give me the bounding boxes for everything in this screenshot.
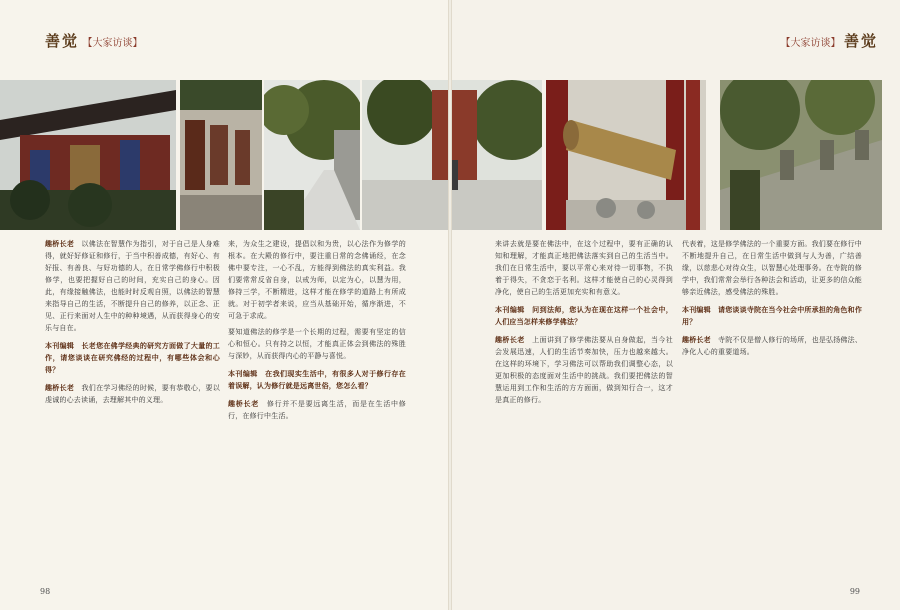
question-text: 长老您在佛学经典的研究方面做了大量的工作，请您谈谈在研究佛经的过程中，有哪些体会和心得？ xyxy=(45,341,220,374)
question-paragraph xyxy=(495,304,673,328)
answer-text: 上面讲到了修学佛法要从自身做起，当今社会发展迅速，人们的生活节奏加快，压力也越来越大。在这样的环境下，学习佛法可以帮助我们调整心态，以更加积极的态度面对生活中的挑战。我们要把佛法的智慧运用到工作和生活的方方面面，做到知行合一，这才是真正的修行。 xyxy=(495,336,673,404)
question-text: 请您谈谈寺院在当今社会中所承担的角色和作用？ xyxy=(682,305,863,326)
left-column-2 xyxy=(228,238,406,426)
answer-text: 以佛法在智慧作为指引，对于自己是人身难得，就好好修证和修行，于当中积善成德，有好心、有好报、有善良、与好功德的人，在日常学佛修行中积极修学，也要把握好自己的时间，充实自己的身心。因此，有缘接触佛法，也能时时反观自照，以佛法的智慧来指导自己的生活，不断提升自己的修养，以正念、正见、正行来面对人生中的种种境遇，从而获得身心的安乐与自在。 xyxy=(45,240,220,332)
right-column-2 xyxy=(682,238,862,362)
speaker-label: 趣桥长老 xyxy=(45,239,75,248)
question-paragraph xyxy=(682,304,862,328)
right-header xyxy=(780,30,878,51)
book-spine xyxy=(448,0,452,610)
temple-courtyard-photo xyxy=(362,80,542,230)
editor-label: 本刊编辑 xyxy=(45,341,75,350)
body-paragraph: 来，为众生之建设，提倡以和为贵，以心法作为修学的根本。在大殿的修行中，要注重日常的念佛诵经，在念佛中要专注，一心不乱，方能得到佛法的真实利益。我们要常常反省自身，以戒为师，以定为心，以慧为用，修持三学，不断精进，这样才能在修学的道路上有所成就。对于初学者来说，应当从基础开始，循序渐进，不可急于求成。 xyxy=(228,240,406,320)
speaker-label: 趣桥长老 xyxy=(45,383,75,392)
question-text: 在我们现实生活中，有很多人对于修行存在着误解，认为修行就是远离世俗，您怎么看？ xyxy=(228,369,406,390)
question-paragraph xyxy=(45,340,220,376)
editor-label: 本刊编辑 xyxy=(228,369,258,378)
editor-label: 本刊编辑 xyxy=(682,305,711,314)
answer-paragraph xyxy=(228,398,406,422)
editor-label: 本刊编辑 xyxy=(495,305,525,314)
right-column-1 xyxy=(495,238,673,410)
temple-bell-log-photo xyxy=(546,80,706,230)
speaker-label: 趣桥长老 xyxy=(682,335,711,344)
question-paragraph xyxy=(228,368,406,392)
temple-stone-rail-photo xyxy=(720,80,882,230)
answer-text: 我们在学习佛经的时候，要有恭敬心，要以虔诚的心去读诵，去理解其中的义理。 xyxy=(45,384,220,404)
answer-paragraph xyxy=(682,334,862,358)
section-label: 【大家访谈】 xyxy=(780,38,841,49)
speaker-label: 趣桥长老 xyxy=(228,399,260,408)
temple-wall-photo xyxy=(180,80,262,230)
page-number-left: 98 xyxy=(40,587,51,596)
speaker-label: 趣桥长老 xyxy=(495,335,525,344)
left-column-1 xyxy=(45,238,220,410)
right-page xyxy=(450,0,900,610)
question-text: 问到法师，您认为在现在这样一个社会中，人们应当怎样来修学佛法？ xyxy=(495,305,673,326)
answer-paragraph xyxy=(45,382,220,406)
answer-paragraph xyxy=(45,238,220,334)
section-label: 【大家访谈】 xyxy=(82,38,143,49)
answer-text: 寺院不仅是僧人修行的场所，也是弘扬佛法、净化人心的重要道场。 xyxy=(682,336,863,356)
brand-title: 善觉 xyxy=(843,32,878,50)
left-header xyxy=(45,30,143,51)
page-number-right: 99 xyxy=(849,587,860,596)
brand-title: 善觉 xyxy=(45,32,80,50)
body-paragraph: 代表着，这是修学佛法的一个重要方面。我们要在修行中不断地提升自己，在日常生活中做到与人为善，广结善缘，以慈悲心对待众生，以智慧心处理事务。在寺院的修学中，我们常常会举行各种法会和活动，让更多的信众能够亲近佛法，感受佛法的殊胜。 xyxy=(682,240,862,296)
answer-text: 修行并不是要远离生活，而是在生活中修行，在修行中生活。 xyxy=(228,400,406,420)
temple-hall-photo xyxy=(0,80,176,230)
body-paragraph: 要知道佛法的修学是一个长期的过程，需要有坚定的信心和恒心。只有持之以恒，才能真正体会到佛法的殊胜与深妙，从而获得内心的平静与喜悦。 xyxy=(228,328,406,360)
answer-paragraph xyxy=(495,334,673,406)
body-paragraph: 来讲去就是要在佛法中，在这个过程中，要有正确的认知和理解，才能真正地把佛法落实到自己的生活当中。我们在日常生活中，要以平常心来对待一切事物，不执着于得失，不贪恋于名利。这样才能使自己的心灵得到净化，使自己的生活更加充实和有意义。 xyxy=(495,240,673,296)
temple-path-photo xyxy=(264,80,360,230)
